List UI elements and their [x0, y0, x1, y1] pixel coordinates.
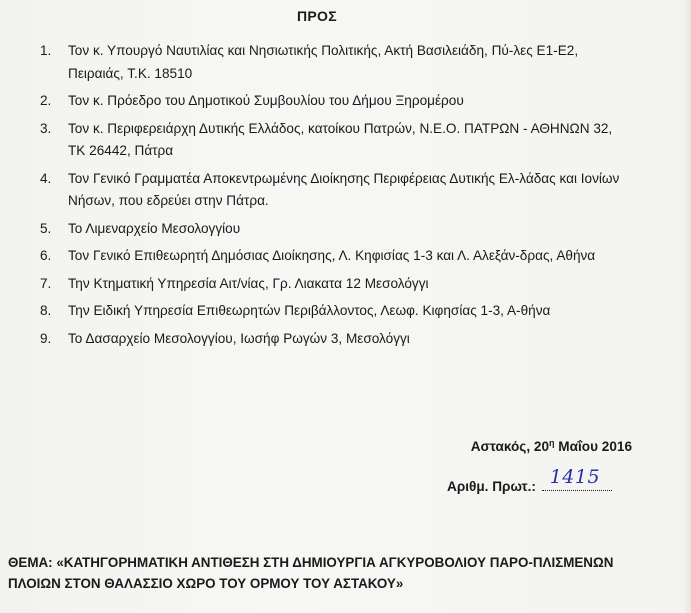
recipient-item	[32, 218, 632, 241]
recipient-number: 1.	[40, 43, 52, 58]
subject-line: ΘΕΜΑ: «ΚΑΤΗΓΟΡΗΜΑΤΙΚΗ ΑΝΤΙΘΕΣΗ ΣΤΗ ΔΗΜΙΟΥΡΓΙΑ ΑΓΚΥΡΟΒΟΛΙΟΥ ΠΑΡΟ-ΠΛΙΣΜΕΝΩΝ ΠΛΟΙΩΝ ΣΤΟΝ ΘΑΛΑΣΣΙΟ ΧΩΡΟ ΤΟΥ ΟΡΜΟΥ ΤΟΥ ΑΣΤΑΚΟΥ»	[8, 555, 614, 591]
recipient-item	[32, 328, 632, 351]
protocol-dotted-line	[542, 466, 612, 491]
recipient-text: Το Δασαρχείο Μεσολογγίου, Ιωσήφ Ρωγών 3, Μεσολόγγι	[68, 330, 410, 346]
recipient-item	[32, 90, 632, 113]
recipient-number: 3.	[40, 120, 52, 136]
recipient-text: Τον Γενικό Γραμματέα Αποκεντρωμένης Διοίκησης Περιφέρειας Δυτικής Ελ-λάδας και Ιονίων Νήσων, που εδρεύει στην Πάτρα.	[68, 170, 620, 208]
recipient-number: 6.	[40, 248, 52, 263]
protocol-label: Αριθμ. Πρωτ.:	[447, 479, 536, 494]
recipients-heading: ΠΡΟΣ	[297, 8, 337, 24]
recipient-text: Τον κ. Υπουργό Ναυτιλίας και Νησιωτικής Πολιτικής, Ακτή Βασιλειάδη, Πύ-λες Ε1-Ε2, Πειραιάς, Τ.Κ. 18510	[68, 43, 579, 81]
date-suffix: Μαΐου 2016	[554, 439, 632, 454]
page-edge-shadow	[683, 0, 691, 613]
recipient-number: 9.	[40, 330, 52, 346]
protocol-handwritten-number: 1415	[549, 466, 601, 488]
date-ordinal: η	[549, 438, 555, 448]
recipient-text: Τον κ. Πρόεδρο του Δημοτικού Συμβουλίου του Δήμου Ξηρομέρου	[68, 93, 464, 108]
recipient-number: 8.	[40, 303, 52, 318]
recipient-item	[32, 118, 632, 163]
date-prefix: Αστακός, 20	[470, 439, 550, 454]
recipients-list	[32, 40, 632, 355]
recipient-text: Την Κτηματική Υπηρεσία Αιτ/νίας, Γρ. Λιακατα 12 Μεσολόγγι	[68, 275, 429, 291]
recipient-text: Το Λιμεναρχείο Μεσολογγίου	[68, 220, 241, 236]
recipient-number: 4.	[40, 170, 52, 186]
recipient-item	[32, 273, 632, 296]
recipient-number: 2.	[40, 93, 52, 108]
recipient-item	[32, 40, 632, 85]
protocol-number	[447, 466, 612, 494]
recipient-item	[32, 245, 632, 268]
recipient-number: 5.	[40, 220, 52, 236]
recipient-text: Την Ειδική Υπηρεσία Επιθεωρητών Περιβάλλοντος, Λεωφ. Κιφησίας 1-3, Α-θήνα	[68, 303, 551, 318]
recipient-number: 7.	[40, 275, 52, 291]
document-date	[471, 438, 632, 454]
recipient-text: Τον Γενικό Επιθεωρητή Δημόσιας Διοίκησης, Λ. Κηφισίας 1-3 και Λ. Αλεξάν-δρας, Αθήνα	[68, 248, 596, 263]
recipient-item	[32, 300, 632, 323]
recipient-text: Τον κ. Περιφερειάρχη Δυτικής Ελλάδος, κατοίκου Πατρών, Ν.Ε.Ο. ΠΑΤΡΩΝ - ΑΘΗΝΩΝ 32, ΤΚ 26442, Πάτρα	[68, 120, 613, 158]
recipient-item	[32, 168, 632, 213]
